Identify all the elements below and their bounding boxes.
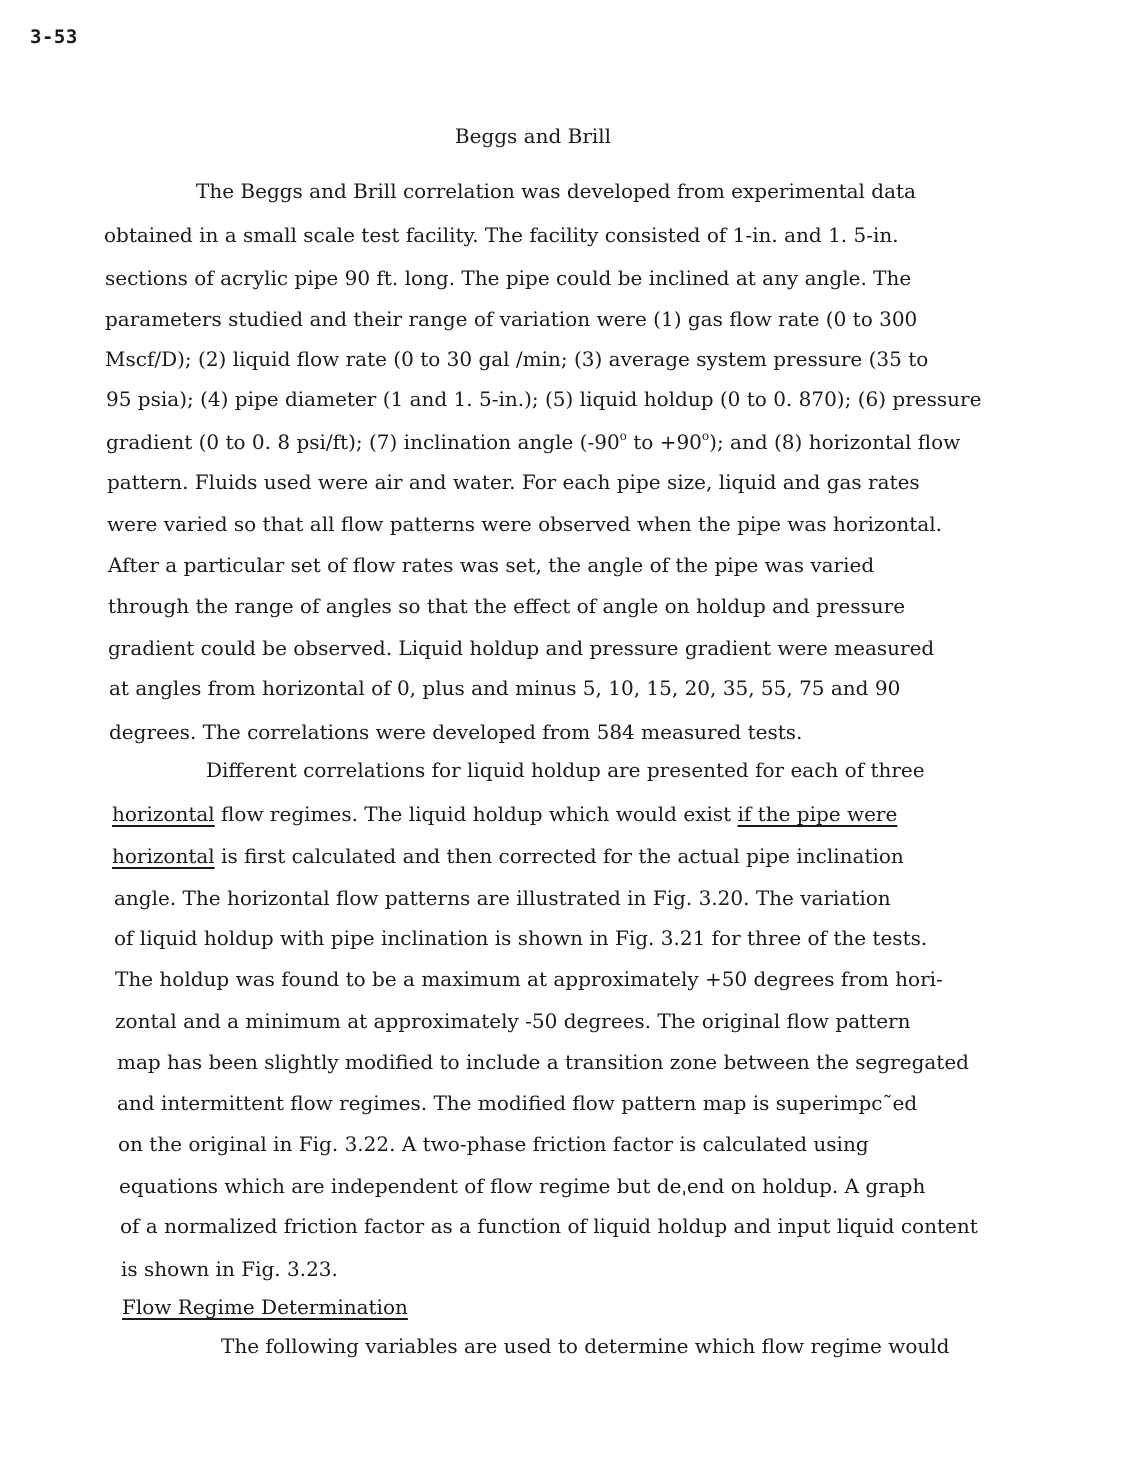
body-line: were varied so that all flow patterns were observed when the pipe was horizontal.	[107, 512, 943, 536]
body-line: at angles from horizontal of 0, plus and minus 5, 10, 15, 20, 35, 55, 75 and 90	[109, 676, 901, 700]
body-line: 95 psia); (4) pipe diameter (1 and 1. 5-in.); (5) liquid holdup (0 to 0. 870); (6) pressure	[106, 387, 982, 411]
underlined-text: if the pipe were	[737, 802, 898, 826]
body-line: equations which are independent of flow regime but deˌend on holdup. A graph	[119, 1174, 926, 1198]
body-line: horizontal is first calculated and then corrected for the actual pipe inclination	[112, 844, 904, 868]
section-title: Beggs and Brill	[454, 124, 612, 148]
body-line: Mscf/D); (2) liquid flow rate (0 to 30 gal /min; (3) average system pressure (35 to	[105, 347, 929, 371]
body-line: The following variables are used to determine which flow regime would	[221, 1334, 950, 1358]
body-line: The Beggs and Brill correlation was developed from experimental data	[196, 179, 916, 203]
body-line: zontal and a minimum at approximately -50 degrees. The original flow pattern	[115, 1009, 911, 1033]
body-line: degrees. The correlations were developed from 584 measured tests.	[109, 720, 803, 744]
underlined-text: horizontal	[112, 802, 215, 826]
body-line: gradient could be observed. Liquid holdup and pressure gradient were measured	[108, 636, 935, 660]
body-line: obtained in a small scale test facility. The facility consisted of 1-in. and 1. 5-in.	[104, 223, 899, 247]
body-line: is shown in Fig. 3.23.	[121, 1257, 338, 1281]
body-line: gradient (0 to 0. 8 psi/ft); (7) inclination angle (-90$^o$ to $+90^o$); and (8) horizontal flow	[106, 429, 961, 454]
body-line: parameters studied and their range of variation were (1) gas flow rate (0 to 300	[105, 307, 918, 331]
body-line: through the range of angles so that the effect of angle on holdup and pressure	[108, 594, 906, 618]
body-line: pattern. Fluids used were air and water. For each pipe size, liquid and gas rates	[107, 470, 920, 494]
body-line: of liquid holdup with pipe inclination is shown in Fig. 3.21 for three of the tests.	[114, 926, 928, 950]
body-line: The holdup was found to be a maximum at approximately +50 degrees from hori-	[115, 967, 943, 991]
body-line: After a particular set of flow rates was set, the angle of the pipe was varied	[108, 553, 875, 577]
body-line: of a normalized friction factor as a function of liquid holdup and input liquid content	[120, 1214, 978, 1238]
body-line: and intermittent flow regimes. The modified flow pattern map is superimpc˜ed	[117, 1091, 918, 1115]
page-number: 3-53	[30, 26, 78, 48]
body-line: sections of acrylic pipe 90 ft. long. The pipe could be inclined at any angle. The	[105, 266, 912, 290]
body-line: map has been slightly modified to include a transition zone between the segregated	[117, 1050, 969, 1074]
body-line: on the original in Fig. 3.22. A two-phase friction factor is calculated using	[118, 1132, 869, 1156]
body-line: angle. The horizontal flow patterns are illustrated in Fig. 3.20. The variation	[114, 886, 891, 910]
degree-superscript: o	[619, 429, 627, 443]
body-line: horizontal flow regimes. The liquid holdup which would exist if the pipe were	[112, 802, 898, 826]
degree-superscript: o	[701, 429, 710, 443]
section-heading	[122, 1294, 408, 1320]
underlined-heading: Flow Regime Determination	[122, 1295, 408, 1319]
body-line: Different correlations for liquid holdup are presented for each of three	[206, 758, 925, 782]
underlined-text: horizontal	[112, 844, 215, 868]
